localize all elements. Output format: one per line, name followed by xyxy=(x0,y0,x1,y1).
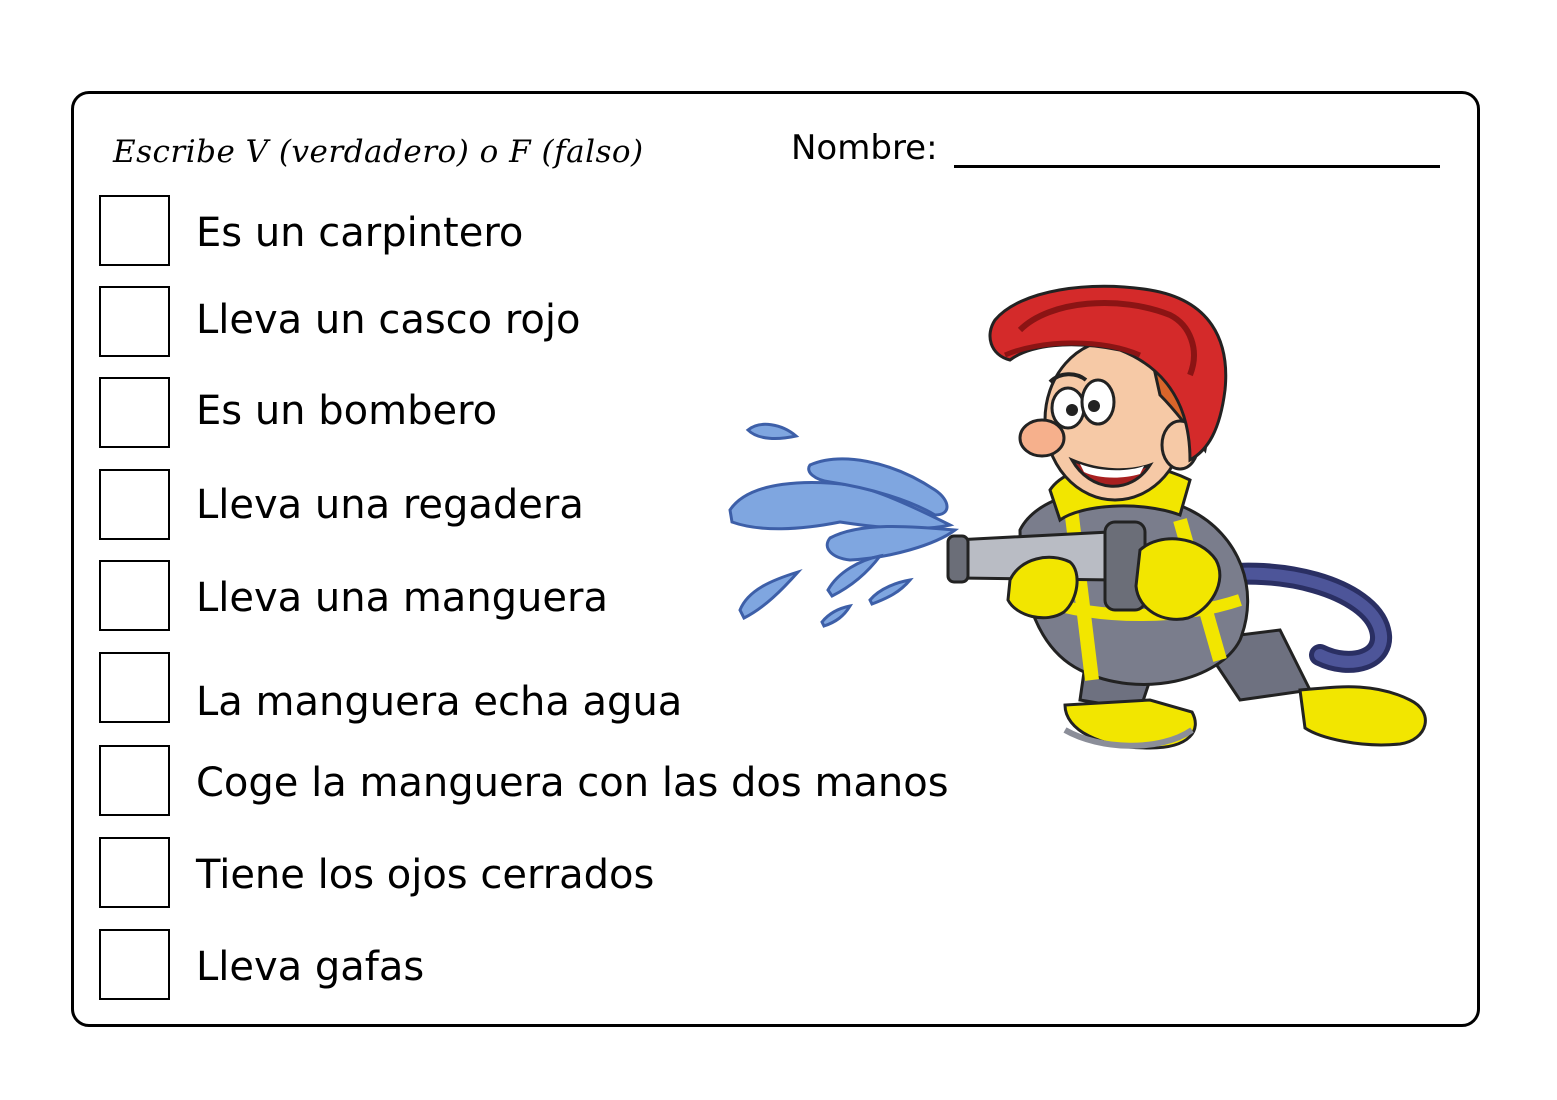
statement-text: La manguera echa agua xyxy=(196,679,683,725)
statement-text: Lleva un casco rojo xyxy=(196,297,581,343)
statement-text: Es un bombero xyxy=(196,388,498,434)
answer-box[interactable] xyxy=(99,837,170,908)
name-answer-line[interactable] xyxy=(954,165,1440,168)
statement-text: Lleva una regadera xyxy=(196,482,584,528)
statement-text: Es un carpintero xyxy=(196,210,524,256)
statement-text: Tiene los ojos cerrados xyxy=(196,852,655,898)
statement-text: Coge la manguera con las dos manos xyxy=(196,760,949,806)
answer-box[interactable] xyxy=(99,195,170,266)
firefighter-with-hose-icon xyxy=(720,260,1450,770)
answer-box[interactable] xyxy=(99,377,170,448)
answer-box[interactable] xyxy=(99,560,170,631)
statement-text: Lleva una manguera xyxy=(196,575,608,621)
answer-box[interactable] xyxy=(99,286,170,357)
answer-box[interactable] xyxy=(99,652,170,723)
water-spray-icon xyxy=(730,424,955,626)
instruction-heading: Escribe V (verdadero) o F (falso) xyxy=(113,134,644,170)
answer-box[interactable] xyxy=(99,929,170,1000)
answer-box[interactable] xyxy=(99,745,170,816)
statement-text: Lleva gafas xyxy=(196,944,425,990)
answer-box[interactable] xyxy=(99,469,170,540)
name-label: Nombre: xyxy=(791,128,938,168)
